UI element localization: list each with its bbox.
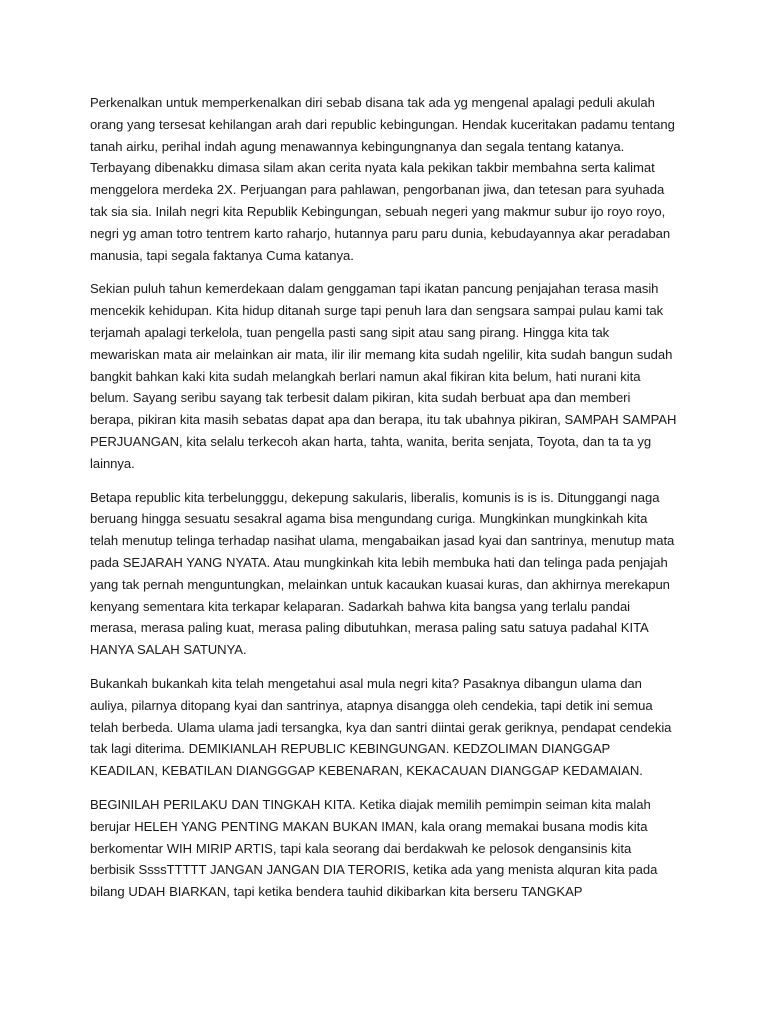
paragraph-4: Bukankah bukankah kita telah mengetahui asal mula negri kita? Pasaknya dibangun ulama dan auliya, pilarnya ditopang kyai dan santrinya, atapnya disangga oleh cendekia, tapi detik ini semua telah berbeda. Ulama ulama jadi tersangka, kya dan santri diintai gerak geriknya, pendapat cendekia tak lagi diterima. DEMIKIANLAH REPUBLIC KEBINGUNGAN. KEDZOLIMAN DIANGGAP KEADILAN, KEBATILAN DIANGGGAP KEBENARAN, KEKACAUAN DIANGGAP KEDAMAIAN. — [90, 675, 672, 779]
paragraph-3: Betapa republic kita terbelungggu, dekepung sakularis, liberalis, komunis is is is. Ditunggangi naga beruang hingga sesuatu sesakral agama bisa mengundang curiga. Mungkinkan mungkinkah kita telah menutup telinga terhadap nasihat ulama, mengabaikan jasad kyai dan santrinya, menutup mata pada SEJARAH YANG NYATA. Atau mungkinkah kita lebih membuka hati dan telinga pada penjajah yang tak pernah menguntungkan, melainkan untuk kacaukan kuasai kuras, dan akhirnya merekapun kenyang sementara kita terkapar kelaparan. Sadarkah bahwa kita bangsa yang terlalu pandai merasa, merasa paling kuat, merasa paling dibutuhkan, merasa paling satu satuya padahal KITA HANYA SALAH SATUNYA. — [90, 489, 675, 658]
paragraph-2: Sekian puluh tahun kemerdekaan dalam genggaman tapi ikatan pancung penjajahan terasa masih mencekik kehidupan. Kita hidup ditanah surge tapi penuh lara dan sengsara sampai pulau kami tak terjamah apalagi terkelola, tuan pengella pasti sang sipit atau sang pirang. Hingga kita tak mewariskan mata air melainkan air mata, ilir ilir memang kita sudah ngelilir, kita sudah bangun sudah bangkit bahkan kaki kita sudah melangkah berlari namun akal fikiran kita belum, hati nurani kita belum. Sayang seribu sayang tak terbesit dalam pikiran, kita sudah berbuat apa dan memberi berapa, pikiran kita masih sebatas dapat apa dan berapa, itu tak ubahnya pikiran, SAMPAH SAMPAH PERJUANGAN, kita selalu terkecoh akan harta, tahta, wanita, berita senjata, Toyota, dan ta ta yg lainnya. — [90, 281, 677, 471]
paragraph-1: Perkenalkan untuk memperkenalkan diri sebab disana tak ada yg mengenal apalagi peduli akulah orang yang tersesat kehilangan arah dari republic kebingungan. Hendak kuceritakan padamu tentang tanah airku, perihal indah agung menawannya kebingungnanya dan segala tentang katanya. Terbayang dibenakku dimasa silam akan cerita nyata kala pekikan takbir membahna serta kalimat menggelora merdeka 2X. Perjuangan para pahlawan, pengorbanan jiwa, dan tetesan para syuhada tak sia sia. Inilah negri kita Republik Kebingungan, sebuah negeri yang makmur subur ijo royo royo, negri yg aman totro tentrem karto raharjo, hutannya paru paru dunia, kebudayannya akar peradaban manusia, tapi segala faktanya Cuma katanya. — [90, 95, 675, 263]
document-body — [90, 92, 678, 915]
paragraph-5: BEGINILAH PERILAKU DAN TINGKAH KITA. Ketika diajak memilih pemimpin seiman kita malah berujar HELEH YANG PENTING MAKAN BUKAN IMAN, kala orang memakai busana modis kita berkomentar WIH MIRIP ARTIS, tapi kala seorang dai berdakwah ke pelosok dengansinis kita berbisik SsssTTTTT JANGAN JANGAN DIA TERORIS, ketika ada yang menista alquran kita pada bilang UDAH BIARKAN, tapi ketika bendera tauhid dikibarkan kita berseru TANGKAP — [90, 796, 658, 900]
